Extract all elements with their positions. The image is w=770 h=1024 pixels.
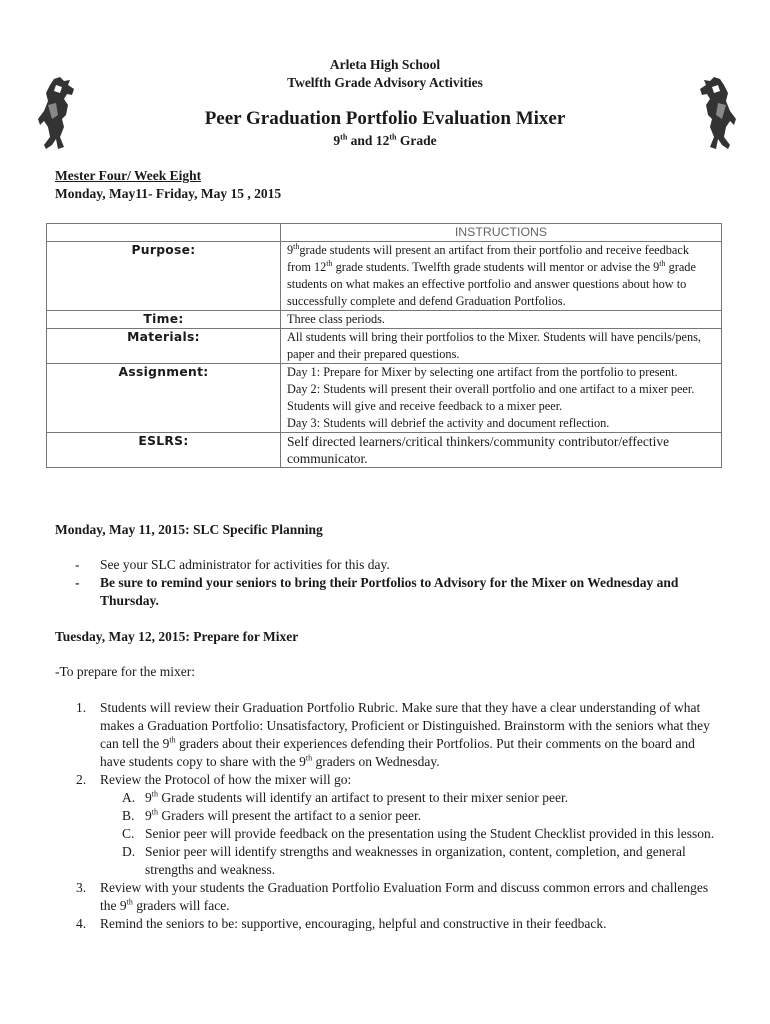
table-row (47, 311, 722, 329)
list-item: A. 9th Grade students will identify an artifact to present to their mixer senior peer. (122, 789, 569, 805)
table-row (47, 242, 722, 311)
date-range: Monday, May11- Friday, May 15 , 2015 (55, 186, 282, 201)
school-name: Arleta High School (329, 57, 441, 72)
table-row (47, 224, 722, 242)
list-item: 2. Review the Protocol of how the mixer will go: A. 9th Grade students will identify an artifact to present to their mixer senior peer. B. 9th Graders will present the artifact to a senior peer. C. Senior peer will provide feedback on the presentation using the Student Checklist provided in this lesson. D. Senior peer will identify strengths and weaknesses in organization, content, completion, and general strengths and weakness. (55, 771, 720, 879)
assignment-label: Assignment: (47, 364, 281, 433)
monday-heading: Monday, May 11, 2015: SLC Specific Planning (55, 522, 323, 537)
purpose-text: 9thgrade students will present an artifact from their portfolio and receive feedback from 12th grade students. Twelfth grade students will mentor or advise the 9th grade students on what makes an effective portfolio and answer questions about how to successfully complete and defend Graduation Portfolios. (281, 242, 722, 311)
list-item: C. Senior peer will provide feedback on the presentation using the Student Checklist provided in this lesson. (122, 826, 715, 841)
materials-text: All students will bring their portfolios to the Mixer. Students will have pencils/pens, paper and their prepared questions. (281, 329, 722, 364)
list-item: - Be sure to remind your seniors to bring their Portfolios to Advisory for the Mixer on Wednesday and Thursday. (75, 575, 679, 608)
table-row (47, 433, 722, 468)
list-item: - See your SLC administrator for activities for this day. (75, 557, 390, 572)
table-row (47, 329, 722, 364)
tuesday-heading: Tuesday, May 12, 2015: Prepare for Mixer (55, 629, 299, 644)
empty-cell (47, 224, 281, 242)
list-item: 3. Review with your students the Graduation Portfolio Evaluation Form and discuss common errors and challenges the 9th graders will face. (76, 880, 709, 913)
assignment-day3: Day 3: Students will debrief the activity and document reflection. (287, 416, 610, 430)
grade-levels: 9th and 12th Grade (333, 132, 437, 148)
tuesday-intro: -To prepare for the mixer: (55, 664, 195, 679)
purpose-label: Purpose: (47, 242, 281, 311)
time-label: Time: (47, 311, 281, 329)
assignment-day2: Day 2: Students will present their overall portfolio and one artifact to a mixer peer. Students will give and receive feedback to a mixer peer. (287, 382, 695, 413)
eslrs-text: Self directed learners/critical thinkers/community contributor/effective communicator. (281, 433, 722, 468)
time-text: Three class periods. (281, 311, 722, 329)
instructions-table (46, 223, 722, 468)
assignment-text (281, 364, 722, 433)
document-subtitle: Twelfth Grade Advisory Activities (287, 75, 483, 90)
list-item: 1. Students will review their Graduation Portfolio Rubric. Make sure that they have a clear understanding of what makes a Graduation Portfolio: Unsatisfactory, Proficient or Distinguished. Brainstorm with the seniors what they can tell the 9th graders about their experiences defending their Portfolios. Put their comments on the board and have students copy to share with the 9th graders on Wednesday. (76, 700, 710, 769)
tuesday-steps (55, 699, 720, 933)
eslrs-label: ESLRS: (47, 433, 281, 468)
monday-list (55, 556, 715, 610)
document-title: Peer Graduation Portfolio Evaluation Mixer (204, 108, 566, 129)
list-item: 4. Remind the seniors to be: supportive, encouraging, helpful and constructive in their feedback. (76, 916, 607, 931)
table-row (47, 364, 722, 433)
assignment-day1: Day 1: Prepare for Mixer by selecting one artifact from the portfolio to present. (287, 365, 678, 379)
materials-label: Materials: (47, 329, 281, 364)
instructions-heading: INSTRUCTIONS (281, 224, 722, 242)
list-item: D. Senior peer will identify strengths and weaknesses in organization, content, completion, and general strengths and weakness. (122, 844, 686, 877)
mester-week: Mester Four/ Week Eight (55, 168, 202, 183)
list-item: B. 9th Graders will present the artifact to a senior peer. (122, 807, 422, 823)
